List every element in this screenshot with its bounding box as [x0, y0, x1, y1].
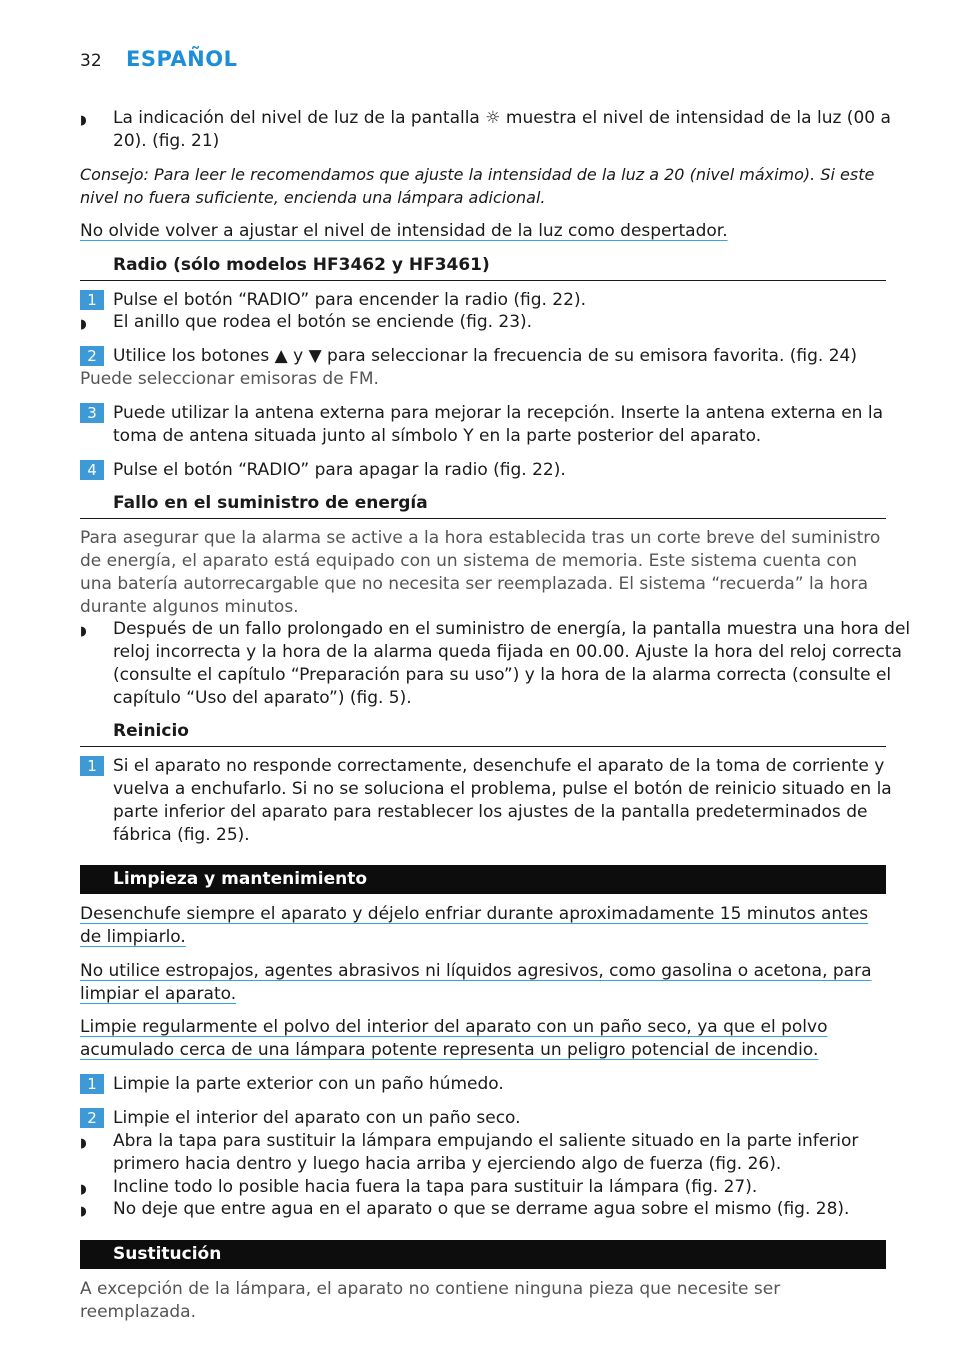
step-number: 2 [80, 1108, 104, 1128]
cleaning-warning-1: Desenchufe siempre el aparato y déjelo enfriar durante aproximadamente 15 minutos antes de limpiarlo. [80, 904, 869, 947]
reminder-text: No olvide volver a ajustar el nivel de intensidad de la luz como despertador. [80, 221, 728, 241]
power-failure-bullet: ◗ Después de un fallo prolongado en el suministro de energía, la pantalla muestra una hora del reloj incorrecta y la hora de la alarma queda fijada en 00.00. Ajuste la hora del reloj correcta (consulte el capítulo “Preparación para su uso”) y la hora de la alarma correcta (consulte el capítulo “Uso del aparato”) (fig. 5). [80, 619, 911, 708]
language-title: ESPAÑOL [126, 47, 238, 71]
replacement-text: A excepción de la lámpara, el aparato no contiene ninguna pieza que necesite ser reemplazada. [80, 1279, 781, 1322]
radio-step-3: 3 Puede utilizar la antena externa para mejorar la recepción. Inserte la antena externa en la toma de antena situada junto al símbolo Y en la parte posterior del aparato. [80, 402, 918, 448]
bullet-icon: ◗ [80, 317, 87, 332]
bullet-icon: ◗ [80, 624, 87, 639]
cleaning-step-1: 1 Limpie la parte exterior con un paño húmedo. [80, 1073, 918, 1096]
bullet-icon: ◗ [80, 1136, 87, 1151]
cleaning-bullet-1: ◗ Abra la tapa para sustituir la lámpara empujando el saliente situado en la parte inferior primero hacia dentro y luego hacia arriba y ejerciendo algo de fuerza (fig. 26). [80, 1131, 859, 1174]
step-number: 3 [80, 403, 104, 423]
page-number: 32 [80, 51, 102, 71]
step-number: 1 [80, 290, 104, 310]
page-header [80, 47, 238, 75]
cleaning-step-2: 2 Limpie el interior del aparato con un paño seco. [80, 1107, 918, 1130]
radio-note: Puede seleccionar emisoras de FM. [80, 369, 379, 389]
radio-heading: Radio (sólo modelos HF3462 y HF3461) [80, 254, 886, 281]
tip-text: Consejo: Para leer le recomendamos que ajuste la intensidad de la luz a 20 (nivel máximo). Si este nivel no fuera suficiente, encienda una lámpara adicional. [80, 165, 875, 207]
reset-heading: Reinicio [80, 720, 886, 747]
step-number: 1 [80, 1074, 104, 1094]
cleaning-heading: Limpieza y mantenimiento [80, 865, 886, 894]
reset-step-1: 1 Si el aparato no responde correctamente, desenchufe el aparato de la toma de corriente y vuelva a enchufarlo. Si no se soluciona el problema, pulse el botón de reinicio situado en la parte inferior del aparato para restablecer los ajustes de la pantalla predeterminados de fábrica (fig. 25). [80, 755, 918, 847]
step-number: 2 [80, 346, 104, 366]
replacement-heading: Sustitución [80, 1240, 886, 1269]
radio-step-4: 4 Pulse el botón “RADIO” para apagar la radio (fig. 22). [80, 459, 918, 482]
power-failure-heading: Fallo en el suministro de energía [80, 492, 886, 519]
radio-step-1: 1 Pulse el botón “RADIO” para encender la radio (fig. 22). [80, 289, 918, 312]
radio-step-2: 2 Utilice los botones ▲ y ▼ para seleccionar la frecuencia de su emisora favorita. (fig. 24) [80, 345, 918, 368]
intro-bullet: ◗ La indicación del nivel de luz de la pantalla ☼ muestra el nivel de intensidad de la luz (00 a 20). (fig. 21) [80, 108, 891, 151]
bullet-icon: ◗ [80, 113, 87, 128]
radio-bullet-1: ◗ El anillo que rodea el botón se enciende (fig. 23). [80, 311, 918, 334]
cleaning-warning-2: No utilice estropajos, agentes abrasivos ni líquidos agresivos, como gasolina o acetona, para limpiar el aparato. [80, 961, 872, 1004]
bullet-icon: ◗ [80, 1204, 87, 1219]
step-number: 1 [80, 756, 104, 776]
cleaning-bullet-2: ◗ Incline todo lo posible hacia fuera la tapa para sustituir la lámpara (fig. 27). [80, 1176, 918, 1199]
bullet-icon: ◗ [80, 1182, 87, 1197]
cleaning-warning-3: Limpie regularmente el polvo del interior del aparato con un paño seco, ya que el polvo acumulado cerca de una lámpara potente representa un peligro potencial de incendio. [80, 1017, 828, 1060]
step-number: 4 [80, 460, 104, 480]
cleaning-bullet-3: ◗ No deje que entre agua en el aparato o que se derrame agua sobre el mismo (fig. 28). [80, 1198, 918, 1221]
power-failure-paragraph: Para asegurar que la alarma se active a la hora establecida tras un corte breve del suministro de energía, el aparato está equipado con un sistema de memoria. Este sistema cuenta con una batería autorrecargable que no necesita ser reemplazada. El sistema “recuerda” la hora durante algunos minutos. [80, 528, 881, 617]
